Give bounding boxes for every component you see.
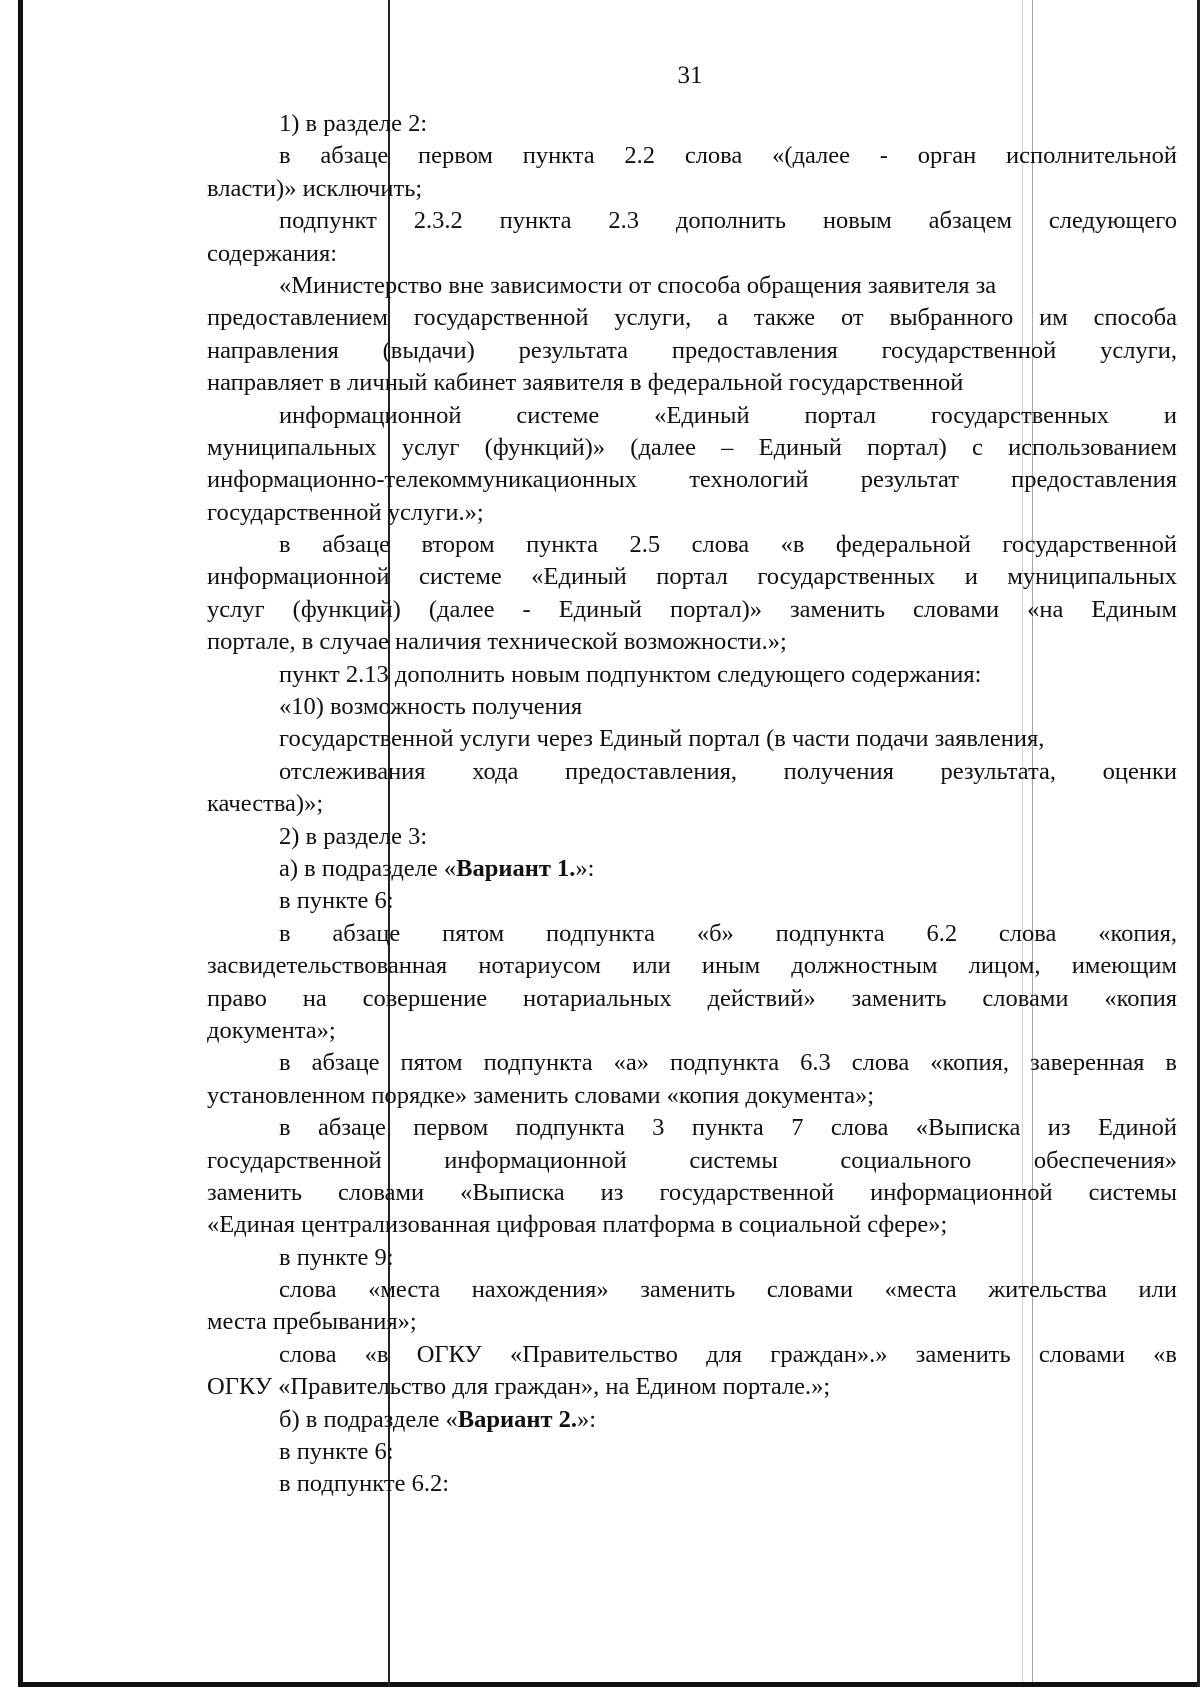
text-line-content: направляет в личный кабинет заявителя в федеральной государственной: [207, 369, 964, 397]
text-line-suffix: »:: [576, 1405, 597, 1433]
text-line-content: портале, в случае наличия технической возможности.»;: [207, 628, 787, 656]
text-line-content: в пункте 6:: [279, 887, 394, 915]
text-line-content: б) в подразделе «: [279, 1405, 458, 1433]
text-line-content: в пункте 9:: [279, 1243, 394, 1271]
text-line: [207, 464, 1177, 496]
text-line: [207, 1209, 1177, 1241]
text-line: [207, 821, 1177, 853]
bold-heading: Вариант 1.: [456, 854, 576, 882]
text-line: [207, 140, 1177, 172]
text-line-content: предоставлением государственной услуги, а также от выбранного им способа: [207, 304, 1177, 332]
text-line-content: в абзаце пятом подпункта «б» подпункта 6.2 слова «копия,: [279, 919, 1177, 947]
bold-heading: Вариант 2.: [457, 1405, 577, 1433]
text-line: [207, 400, 1177, 432]
text-line: [207, 1468, 1177, 1500]
text-line: [207, 1047, 1177, 1079]
text-line: [207, 1145, 1177, 1177]
text-line-content: подпункт 2.3.2 пункта 2.3 дополнить новым абзацем следующего: [279, 207, 1177, 235]
text-line: [207, 1306, 1177, 1338]
text-line: [207, 1177, 1177, 1209]
text-line-content: пункт 2.13 дополнить новым подпунктом следующего содержания:: [279, 660, 982, 688]
text-line-content: направления (выдачи) результата предоставления государственной услуги,: [207, 336, 1177, 364]
text-line-content: услуг (функций) (далее - Единый портал)» заменить словами «на Единым: [207, 595, 1177, 623]
text-line: [207, 659, 1177, 691]
text-line: [207, 691, 1177, 723]
scan-border-left: [18, 0, 23, 1687]
text-line-content: информационно-телекоммуникационных технологий результат предоставления: [207, 466, 1177, 494]
text-line-content: в абзаце первом подпункта 3 пункта 7 слова «Выписка из Единой: [279, 1114, 1177, 1142]
page-number: 31: [677, 62, 703, 89]
text-line: [207, 205, 1177, 237]
text-line-content: ОГКУ «Правительство для граждан», на Едином портале.»;: [207, 1373, 831, 1401]
text-line-content: государственной информационной системы социального обеспечения»: [207, 1146, 1177, 1174]
text-line-content: засвидетельствованная нотариусом или иным должностным лицом, имеющим: [207, 952, 1177, 980]
text-line: [207, 1112, 1177, 1144]
text-line: [207, 885, 1177, 917]
text-line-content: «10) возможность получения: [279, 693, 583, 721]
text-line-content: государственной услуги через Единый портал (в части подачи заявления,: [279, 725, 1045, 753]
text-line: [207, 1436, 1177, 1468]
text-line: [207, 1371, 1177, 1403]
text-line: [207, 853, 1177, 885]
text-line-content: государственной услуги.»;: [207, 498, 484, 526]
text-line-content: содержания:: [207, 239, 338, 267]
text-line-content: 2) в разделе 3:: [279, 822, 428, 850]
text-line-content: качества)»;: [207, 790, 324, 818]
text-line: [207, 756, 1177, 788]
text-line: [207, 918, 1177, 950]
text-line-content: а) в подразделе «: [279, 854, 457, 882]
text-line: [207, 594, 1177, 626]
document-body: [207, 108, 1177, 1501]
text-line-content: в абзаце первом пункта 2.2 слова «(далее - орган исполнительной: [279, 142, 1177, 170]
text-line-content: в пункте 6:: [279, 1438, 394, 1466]
text-line: [207, 626, 1177, 658]
text-line-content: установленном порядке» заменить словами «копия документа»;: [207, 1081, 875, 1109]
text-line-content: муниципальных услуг (функций)» (далее – Единый портал) с использованием: [207, 433, 1177, 461]
text-line-content: слова «в ОГКУ «Правительство для граждан».» заменить словами «в: [279, 1340, 1177, 1368]
text-line: [207, 432, 1177, 464]
text-line-content: «Министерство вне зависимости от способа обращения заявителя за: [279, 271, 997, 299]
text-line-content: 1) в разделе 2:: [279, 110, 428, 137]
text-line: [207, 983, 1177, 1015]
text-line: [207, 497, 1177, 529]
text-line: [207, 1274, 1177, 1306]
text-line: [207, 723, 1177, 755]
text-line-content: «Единая централизованная цифровая платформа в социальной сфере»;: [207, 1211, 948, 1239]
text-line-content: в подпункте 6.2:: [279, 1470, 450, 1498]
text-line-suffix: »:: [575, 854, 595, 882]
text-line: [207, 367, 1177, 399]
text-line-content: отслеживания хода предоставления, получения результата, оценки: [279, 757, 1177, 785]
text-line-content: в абзаце пятом подпункта «а» подпункта 6.3 слова «копия, заверенная в: [279, 1049, 1177, 1077]
text-line: [207, 1080, 1177, 1112]
text-line-content: власти)» исключить;: [207, 174, 423, 202]
text-line-content: в абзаце втором пункта 2.5 слова «в федеральной государственной: [279, 531, 1177, 559]
text-line: [207, 788, 1177, 820]
text-line: [207, 335, 1177, 367]
text-line: [207, 1015, 1177, 1047]
text-line-content: информационной системе «Единый портал государственных и муниципальных: [207, 563, 1177, 591]
text-line-content: места пребывания»;: [207, 1308, 417, 1336]
text-line-content: документа»;: [207, 1016, 336, 1044]
text-line-content: заменить словами «Выписка из государственной информационной системы: [207, 1178, 1177, 1206]
text-line-content: информационной системе «Единый портал государственных и: [279, 401, 1177, 429]
text-line: [207, 1404, 1177, 1436]
text-line: [207, 950, 1177, 982]
text-line: [207, 108, 1177, 140]
text-line-content: слова «места нахождения» заменить словами «места жительства или: [279, 1276, 1177, 1304]
text-line: [207, 1242, 1177, 1274]
text-line: [207, 561, 1177, 593]
text-line: [207, 173, 1177, 205]
text-line-content: право на совершение нотариальных действий» заменить словами «копия: [207, 984, 1177, 1012]
text-line: [207, 1339, 1177, 1371]
text-line: [207, 302, 1177, 334]
text-line: [207, 529, 1177, 561]
text-line: [207, 270, 1177, 302]
text-line: [207, 238, 1177, 270]
